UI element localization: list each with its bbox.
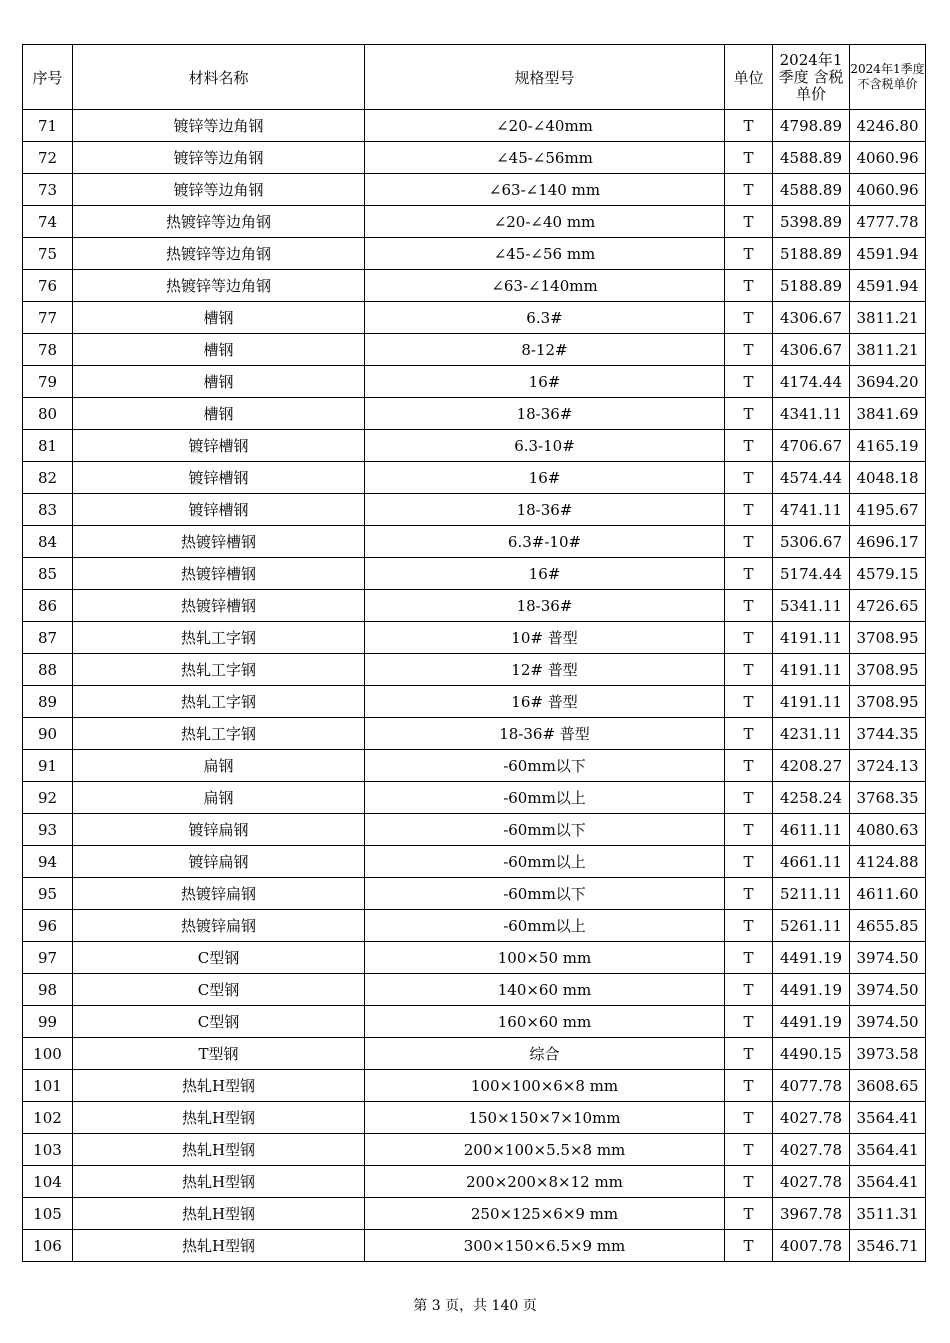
- cell-price-untaxed: 4591.94: [850, 270, 926, 302]
- cell-spec: 16# 普型: [365, 686, 725, 718]
- cell-price-untaxed: 4611.60: [850, 878, 926, 910]
- cell-price-untaxed: 4195.67: [850, 494, 926, 526]
- cell-spec: 16#: [365, 462, 725, 494]
- cell-spec: 18-36#: [365, 398, 725, 430]
- cell-unit: T: [725, 398, 773, 430]
- table-header: [23, 45, 926, 110]
- table-row: [23, 238, 926, 270]
- cell-price-untaxed: 3564.41: [850, 1166, 926, 1198]
- cell-material-name: 镀锌槽钢: [73, 430, 365, 462]
- table-row: [23, 590, 926, 622]
- cell-price-taxed: 4208.27: [773, 750, 850, 782]
- cell-unit: T: [725, 878, 773, 910]
- cell-price-taxed: 4706.67: [773, 430, 850, 462]
- cell-unit: T: [725, 174, 773, 206]
- cell-spec: 12# 普型: [365, 654, 725, 686]
- cell-spec: 16#: [365, 558, 725, 590]
- cell-unit: T: [725, 494, 773, 526]
- cell-unit: T: [725, 366, 773, 398]
- cell-material-name: 镀锌槽钢: [73, 462, 365, 494]
- cell-price-untaxed: 3694.20: [850, 366, 926, 398]
- cell-price-taxed: 4306.67: [773, 302, 850, 334]
- cell-seq: 104: [23, 1166, 73, 1198]
- cell-unit: T: [725, 462, 773, 494]
- table-row: [23, 1230, 926, 1262]
- table-row: [23, 174, 926, 206]
- cell-price-untaxed: 4124.88: [850, 846, 926, 878]
- cell-seq: 100: [23, 1038, 73, 1070]
- cell-seq: 97: [23, 942, 73, 974]
- cell-price-taxed: 4191.11: [773, 654, 850, 686]
- cell-price-taxed: 4174.44: [773, 366, 850, 398]
- cell-material-name: C型钢: [73, 942, 365, 974]
- table-row: [23, 1198, 926, 1230]
- cell-unit: T: [725, 206, 773, 238]
- cell-unit: T: [725, 910, 773, 942]
- table-row: [23, 206, 926, 238]
- cell-price-taxed: 4588.89: [773, 174, 850, 206]
- cell-price-untaxed: 3708.95: [850, 622, 926, 654]
- cell-unit: T: [725, 814, 773, 846]
- cell-spec: 10# 普型: [365, 622, 725, 654]
- cell-seq: 89: [23, 686, 73, 718]
- cell-seq: 99: [23, 1006, 73, 1038]
- cell-material-name: 热镀锌槽钢: [73, 590, 365, 622]
- table-row: [23, 622, 926, 654]
- cell-price-untaxed: 3564.41: [850, 1134, 926, 1166]
- cell-seq: 94: [23, 846, 73, 878]
- cell-spec: -60mm以下: [365, 750, 725, 782]
- table-row: [23, 142, 926, 174]
- cell-price-taxed: 5341.11: [773, 590, 850, 622]
- cell-price-taxed: 4611.11: [773, 814, 850, 846]
- cell-price-taxed: 4191.11: [773, 686, 850, 718]
- table-row: [23, 302, 926, 334]
- cell-seq: 78: [23, 334, 73, 366]
- cell-unit: T: [725, 1230, 773, 1262]
- cell-price-untaxed: 4246.80: [850, 110, 926, 142]
- cell-spec: 6.3#-10#: [365, 526, 725, 558]
- cell-seq: 76: [23, 270, 73, 302]
- table-row: [23, 750, 926, 782]
- cell-unit: T: [725, 238, 773, 270]
- cell-spec: -60mm以上: [365, 910, 725, 942]
- cell-spec: ∠63-∠140 mm: [365, 174, 725, 206]
- table-row: [23, 1134, 926, 1166]
- cell-material-name: 镀锌等边角钢: [73, 110, 365, 142]
- cell-price-taxed: 4574.44: [773, 462, 850, 494]
- cell-seq: 98: [23, 974, 73, 1006]
- cell-spec: 6.3-10#: [365, 430, 725, 462]
- cell-unit: T: [725, 590, 773, 622]
- cell-spec: ∠45-∠56 mm: [365, 238, 725, 270]
- cell-seq: 93: [23, 814, 73, 846]
- table-row: [23, 1038, 926, 1070]
- cell-spec: 150×150×7×10mm: [365, 1102, 725, 1134]
- cell-material-name: 镀锌扁钢: [73, 846, 365, 878]
- cell-seq: 106: [23, 1230, 73, 1262]
- cell-unit: T: [725, 302, 773, 334]
- cell-spec: ∠20-∠40mm: [365, 110, 725, 142]
- cell-price-untaxed: 4726.65: [850, 590, 926, 622]
- cell-unit: T: [725, 718, 773, 750]
- cell-price-untaxed: 3708.95: [850, 686, 926, 718]
- cell-seq: 82: [23, 462, 73, 494]
- cell-material-name: 热轧H型钢: [73, 1134, 365, 1166]
- cell-seq: 81: [23, 430, 73, 462]
- cell-spec: 300×150×6.5×9 mm: [365, 1230, 725, 1262]
- cell-seq: 86: [23, 590, 73, 622]
- cell-material-name: 镀锌槽钢: [73, 494, 365, 526]
- cell-seq: 77: [23, 302, 73, 334]
- cell-material-name: 槽钢: [73, 366, 365, 398]
- table-row: [23, 814, 926, 846]
- table-row: [23, 110, 926, 142]
- cell-spec: 16#: [365, 366, 725, 398]
- cell-spec: 100×100×6×8 mm: [365, 1070, 725, 1102]
- cell-unit: T: [725, 142, 773, 174]
- header-material-name: 材料名称: [73, 45, 365, 110]
- cell-price-taxed: 5188.89: [773, 238, 850, 270]
- cell-price-taxed: 4341.11: [773, 398, 850, 430]
- cell-spec: ∠20-∠40 mm: [365, 206, 725, 238]
- cell-price-untaxed: 3974.50: [850, 942, 926, 974]
- cell-price-untaxed: 3724.13: [850, 750, 926, 782]
- cell-material-name: 热轧工字钢: [73, 622, 365, 654]
- cell-material-name: C型钢: [73, 1006, 365, 1038]
- price-table: [22, 44, 926, 1262]
- cell-price-untaxed: 4060.96: [850, 174, 926, 206]
- cell-price-taxed: 5174.44: [773, 558, 850, 590]
- cell-unit: T: [725, 846, 773, 878]
- cell-material-name: 热镀锌等边角钢: [73, 238, 365, 270]
- cell-material-name: 热轧H型钢: [73, 1198, 365, 1230]
- table-row: [23, 782, 926, 814]
- cell-spec: ∠63-∠140mm: [365, 270, 725, 302]
- cell-material-name: 热镀锌等边角钢: [73, 206, 365, 238]
- cell-price-untaxed: 4165.19: [850, 430, 926, 462]
- cell-price-untaxed: 3811.21: [850, 302, 926, 334]
- cell-spec: 18-36#: [365, 494, 725, 526]
- table-body: [23, 110, 926, 1262]
- page-footer: 第 3 页，共 140 页: [413, 1298, 537, 1314]
- table-row: [23, 974, 926, 1006]
- cell-price-taxed: 4491.19: [773, 942, 850, 974]
- header-price-untaxed: 2024年1季度 不含税单价: [850, 45, 926, 110]
- cell-price-untaxed: 4591.94: [850, 238, 926, 270]
- cell-seq: 83: [23, 494, 73, 526]
- cell-seq: 75: [23, 238, 73, 270]
- cell-seq: 87: [23, 622, 73, 654]
- cell-material-name: 扁钢: [73, 782, 365, 814]
- cell-price-taxed: 4661.11: [773, 846, 850, 878]
- cell-price-untaxed: 4060.96: [850, 142, 926, 174]
- table-row: [23, 846, 926, 878]
- table-row: [23, 366, 926, 398]
- cell-seq: 91: [23, 750, 73, 782]
- cell-price-taxed: 4077.78: [773, 1070, 850, 1102]
- cell-price-taxed: 4027.78: [773, 1134, 850, 1166]
- cell-material-name: 槽钢: [73, 302, 365, 334]
- cell-price-untaxed: 3841.69: [850, 398, 926, 430]
- cell-price-untaxed: 4048.18: [850, 462, 926, 494]
- cell-price-taxed: 5261.11: [773, 910, 850, 942]
- cell-price-taxed: 4490.15: [773, 1038, 850, 1070]
- cell-material-name: 镀锌等边角钢: [73, 142, 365, 174]
- cell-spec: -60mm以上: [365, 782, 725, 814]
- cell-price-untaxed: 3768.35: [850, 782, 926, 814]
- table-row: [23, 462, 926, 494]
- table-row: [23, 558, 926, 590]
- cell-material-name: 热轧H型钢: [73, 1070, 365, 1102]
- cell-price-taxed: 5398.89: [773, 206, 850, 238]
- cell-price-untaxed: 3708.95: [850, 654, 926, 686]
- cell-unit: T: [725, 270, 773, 302]
- cell-material-name: T型钢: [73, 1038, 365, 1070]
- cell-price-taxed: 5306.67: [773, 526, 850, 558]
- cell-seq: 72: [23, 142, 73, 174]
- table-row: [23, 654, 926, 686]
- header-row: [23, 45, 926, 110]
- cell-unit: T: [725, 526, 773, 558]
- cell-unit: T: [725, 430, 773, 462]
- table-row: [23, 942, 926, 974]
- cell-unit: T: [725, 334, 773, 366]
- cell-price-taxed: 5211.11: [773, 878, 850, 910]
- cell-unit: T: [725, 1070, 773, 1102]
- cell-unit: T: [725, 654, 773, 686]
- cell-seq: 85: [23, 558, 73, 590]
- cell-unit: T: [725, 974, 773, 1006]
- cell-price-taxed: 4798.89: [773, 110, 850, 142]
- cell-spec: 160×60 mm: [365, 1006, 725, 1038]
- table-row: [23, 430, 926, 462]
- cell-price-untaxed: 3564.41: [850, 1102, 926, 1134]
- cell-price-untaxed: 4696.17: [850, 526, 926, 558]
- cell-price-untaxed: 4579.15: [850, 558, 926, 590]
- cell-spec: 综合: [365, 1038, 725, 1070]
- cell-price-untaxed: 3811.21: [850, 334, 926, 366]
- cell-unit: T: [725, 1102, 773, 1134]
- cell-spec: 8-12#: [365, 334, 725, 366]
- cell-unit: T: [725, 622, 773, 654]
- cell-price-taxed: 4306.67: [773, 334, 850, 366]
- cell-price-taxed: 4231.11: [773, 718, 850, 750]
- cell-seq: 95: [23, 878, 73, 910]
- cell-material-name: 热轧工字钢: [73, 654, 365, 686]
- cell-price-untaxed: 3974.50: [850, 974, 926, 1006]
- cell-price-untaxed: 4777.78: [850, 206, 926, 238]
- cell-price-taxed: 4027.78: [773, 1166, 850, 1198]
- table-row: [23, 270, 926, 302]
- cell-material-name: 热镀锌槽钢: [73, 526, 365, 558]
- cell-seq: 96: [23, 910, 73, 942]
- cell-material-name: 热镀锌扁钢: [73, 878, 365, 910]
- cell-seq: 101: [23, 1070, 73, 1102]
- cell-seq: 73: [23, 174, 73, 206]
- table-row: [23, 1166, 926, 1198]
- cell-price-taxed: 4191.11: [773, 622, 850, 654]
- cell-unit: T: [725, 1198, 773, 1230]
- cell-spec: 200×100×5.5×8 mm: [365, 1134, 725, 1166]
- table-row: [23, 878, 926, 910]
- cell-spec: -60mm以下: [365, 878, 725, 910]
- cell-material-name: 槽钢: [73, 398, 365, 430]
- table-row: [23, 494, 926, 526]
- cell-price-untaxed: 3744.35: [850, 718, 926, 750]
- table-row: [23, 686, 926, 718]
- cell-unit: T: [725, 782, 773, 814]
- cell-material-name: 热轧工字钢: [73, 718, 365, 750]
- cell-price-untaxed: 3608.65: [850, 1070, 926, 1102]
- cell-price-taxed: 4027.78: [773, 1102, 850, 1134]
- table-row: [23, 1006, 926, 1038]
- cell-spec: 140×60 mm: [365, 974, 725, 1006]
- cell-spec: 250×125×6×9 mm: [365, 1198, 725, 1230]
- cell-material-name: C型钢: [73, 974, 365, 1006]
- cell-unit: T: [725, 686, 773, 718]
- header-seq: 序号: [23, 45, 73, 110]
- cell-price-untaxed: 4080.63: [850, 814, 926, 846]
- cell-seq: 71: [23, 110, 73, 142]
- cell-spec: 18-36#: [365, 590, 725, 622]
- cell-price-untaxed: 3511.31: [850, 1198, 926, 1230]
- cell-spec: 200×200×8×12 mm: [365, 1166, 725, 1198]
- cell-price-taxed: 4491.19: [773, 1006, 850, 1038]
- cell-spec: -60mm以上: [365, 846, 725, 878]
- header-unit: 单位: [725, 45, 773, 110]
- cell-unit: T: [725, 942, 773, 974]
- cell-price-taxed: 4491.19: [773, 974, 850, 1006]
- table-row: [23, 1070, 926, 1102]
- cell-spec: 18-36# 普型: [365, 718, 725, 750]
- cell-price-taxed: 4741.11: [773, 494, 850, 526]
- cell-seq: 79: [23, 366, 73, 398]
- cell-material-name: 热轧H型钢: [73, 1102, 365, 1134]
- cell-seq: 90: [23, 718, 73, 750]
- table-row: [23, 718, 926, 750]
- cell-seq: 103: [23, 1134, 73, 1166]
- cell-spec: -60mm以下: [365, 814, 725, 846]
- table-row: [23, 398, 926, 430]
- cell-material-name: 镀锌等边角钢: [73, 174, 365, 206]
- table-row: [23, 910, 926, 942]
- cell-material-name: 热镀锌槽钢: [73, 558, 365, 590]
- cell-seq: 92: [23, 782, 73, 814]
- cell-material-name: 热轧工字钢: [73, 686, 365, 718]
- cell-price-taxed: 3967.78: [773, 1198, 850, 1230]
- cell-price-taxed: 4007.78: [773, 1230, 850, 1262]
- cell-price-untaxed: 3973.58: [850, 1038, 926, 1070]
- cell-seq: 74: [23, 206, 73, 238]
- header-spec: 规格型号: [365, 45, 725, 110]
- cell-seq: 80: [23, 398, 73, 430]
- cell-unit: T: [725, 558, 773, 590]
- header-price-taxed: 2024年1季度 含税单价: [773, 45, 850, 110]
- cell-material-name: 镀锌扁钢: [73, 814, 365, 846]
- cell-material-name: 热轧H型钢: [73, 1166, 365, 1198]
- cell-price-taxed: 4258.24: [773, 782, 850, 814]
- cell-unit: T: [725, 1166, 773, 1198]
- cell-price-untaxed: 3974.50: [850, 1006, 926, 1038]
- table-row: [23, 334, 926, 366]
- cell-unit: T: [725, 1038, 773, 1070]
- cell-seq: 105: [23, 1198, 73, 1230]
- cell-material-name: 热镀锌等边角钢: [73, 270, 365, 302]
- cell-price-untaxed: 4655.85: [850, 910, 926, 942]
- cell-seq: 84: [23, 526, 73, 558]
- cell-price-taxed: 4588.89: [773, 142, 850, 174]
- cell-material-name: 热轧H型钢: [73, 1230, 365, 1262]
- table-row: [23, 526, 926, 558]
- cell-unit: T: [725, 110, 773, 142]
- table-row: [23, 1102, 926, 1134]
- cell-spec: 6.3#: [365, 302, 725, 334]
- cell-spec: 100×50 mm: [365, 942, 725, 974]
- cell-unit: T: [725, 750, 773, 782]
- cell-spec: ∠45-∠56mm: [365, 142, 725, 174]
- cell-price-taxed: 5188.89: [773, 270, 850, 302]
- cell-material-name: 槽钢: [73, 334, 365, 366]
- cell-material-name: 扁钢: [73, 750, 365, 782]
- cell-unit: T: [725, 1006, 773, 1038]
- cell-material-name: 热镀锌扁钢: [73, 910, 365, 942]
- cell-seq: 88: [23, 654, 73, 686]
- cell-seq: 102: [23, 1102, 73, 1134]
- cell-unit: T: [725, 1134, 773, 1166]
- cell-price-untaxed: 3546.71: [850, 1230, 926, 1262]
